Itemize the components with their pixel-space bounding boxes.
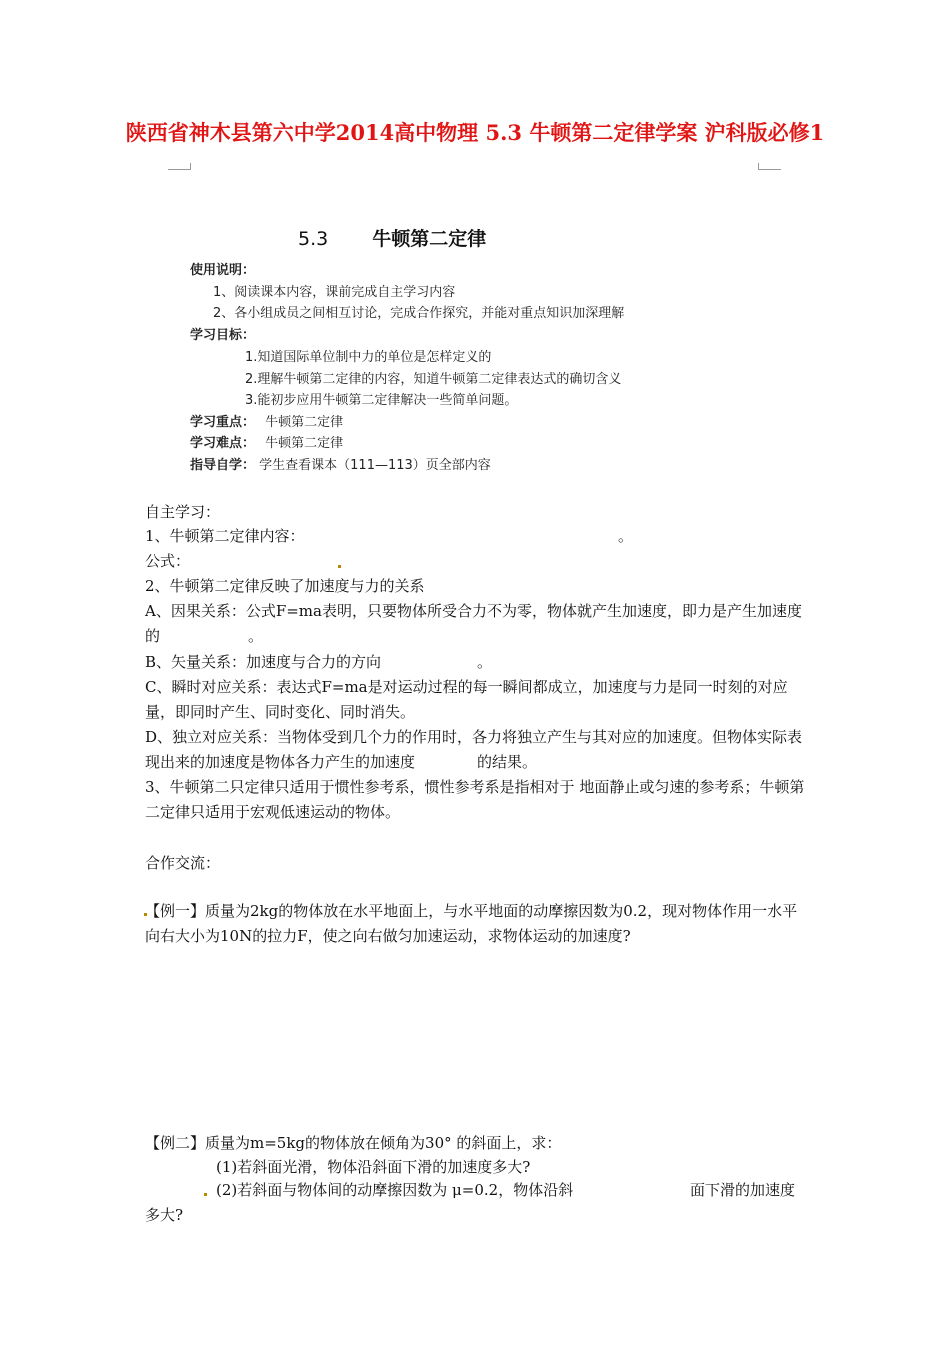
paragraph-a-text: A、因果关系：公式F=ma表明，只要物体所受合力不为零，物体就产生加速度，即力是产生加速度的	[145, 602, 802, 645]
self-study-heading: 自主学习：	[145, 503, 221, 521]
difficulty-value: 牛顿第二定律	[265, 436, 344, 451]
self-study-item-2: 2、牛顿第二定律反映了加速度与力的关系	[145, 577, 425, 595]
example-2-q2-c: 多大?	[145, 1206, 184, 1224]
paragraph-b-text: B、矢量关系：加速度与合力的方向	[145, 653, 382, 671]
example-2-intro: 【例二】质量为m=5kg的物体放在倾角为30° 的斜面上，求：	[145, 1134, 562, 1152]
key-value: 牛顿第二定律	[265, 415, 344, 430]
difficulty-point	[190, 432, 343, 451]
paragraph-b	[145, 650, 492, 674]
self-study-item-1-end: 。	[618, 527, 634, 545]
crop-mark-left	[168, 163, 191, 170]
goal-item-1: 1.知道国际单位制中力的单位是怎样定义的	[245, 350, 492, 365]
paragraph-3: 3、牛顿第二只定律只适用于惯性参考系，惯性参考系是指相对于 地面静止或匀速的参考系；牛顿第二定律只适用于宏观低速运动的物体。	[145, 778, 805, 821]
example-2-q1: (1)若斜面光滑，物体沿斜面下滑的加速度多大?	[216, 1158, 531, 1176]
goal-item-2: 2.理解牛顿第二定律的内容，知道牛顿第二定律表达式的确切含义	[245, 372, 622, 387]
example-2-q2-b: 面下滑的加速度	[690, 1181, 796, 1199]
paragraph-d	[145, 725, 810, 775]
key-label: 学习重点：	[190, 415, 256, 430]
paragraph-c: C、瞬时对应关系：表达式F=ma是对运动过程的每一瞬间都成立，加速度与力是同一时刻的对应量，即同时产生、同时变化、同时消失。	[145, 678, 788, 721]
paragraph-b-end: 。	[477, 653, 493, 671]
usage-item-2: 2、各小组成员之间相互讨论，完成合作探究，并能对重点知识加深理解	[213, 306, 625, 321]
paragraph-d-text: D、独立对应关系：当物体受到几个力的作用时，各力将独立产生与其对应的加速度。但物体实际表现出来的加速度是物体各力产生的加速度	[145, 728, 803, 771]
guide-label: 指导自学：	[190, 458, 256, 473]
section-heading	[298, 224, 486, 251]
crop-mark-right	[758, 163, 781, 170]
difficulty-label: 学习难点：	[190, 436, 256, 451]
paragraph-a	[145, 599, 810, 649]
usage-label: 使用说明：	[190, 263, 256, 278]
marker-dot	[204, 1193, 207, 1196]
formula-label: 公式：	[145, 552, 191, 570]
goal-item-3: 3.能初步应用牛顿第二定律解决一些简单问题。	[245, 393, 518, 408]
cooperation-heading: 合作交流：	[145, 854, 221, 872]
guide-value: 学生查看课本（111—113）页全部内容	[259, 458, 491, 473]
key-point	[190, 411, 343, 430]
guide-point	[190, 454, 491, 473]
self-study-item-1: 1、牛顿第二定律内容：	[145, 527, 305, 545]
example-2-q2-a: (2)若斜面与物体间的动摩擦因数为 μ=0.2，物体沿斜	[216, 1181, 574, 1199]
marker-dot	[338, 565, 341, 568]
usage-item-1: 1、阅读课本内容，课前完成自主学习内容	[213, 285, 456, 300]
section-title: 牛顿第二定律	[372, 228, 487, 250]
section-number: 5.3	[298, 228, 329, 250]
document-title: 陕西省神木县第六中学2014高中物理 5.3 牛顿第二定律学案 沪科版必修1	[125, 120, 825, 145]
example-1: 【例一】质量为2kg的物体放在水平地面上，与水平地面的动摩擦因数为0.2，现对物体作用一水平向右大小为10N的拉力F，使之向右做匀加速运动，求物体运动的加速度?	[145, 902, 798, 945]
paragraph-a-end: 。	[248, 627, 264, 645]
paragraph-d-end: 的结果。	[477, 753, 538, 771]
goals-label: 学习目标：	[190, 328, 256, 343]
